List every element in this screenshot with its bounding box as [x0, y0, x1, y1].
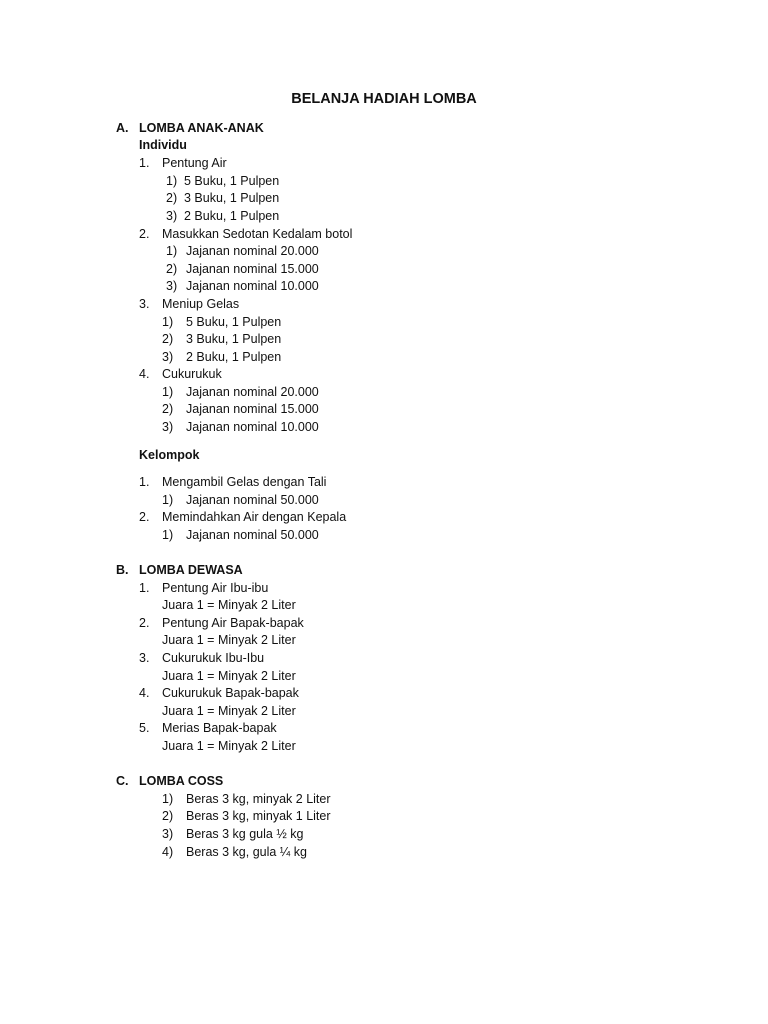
sub-item: Jajanan nominal 50.000 [186, 493, 319, 507]
sub-item: Beras 3 kg, minyak 2 Liter [186, 792, 331, 806]
list-item-marker: 4. [139, 367, 150, 381]
prize-text: Juara 1 = Minyak 2 Liter [162, 704, 296, 718]
sub-item: Jajanan nominal 15.000 [186, 262, 319, 276]
list-item-marker: 4. [139, 686, 150, 700]
list-item: Cukurukuk Bapak-bapak [162, 686, 299, 700]
section-b-marker: B. [116, 563, 129, 577]
sub-item: Beras 3 kg, minyak 1 Liter [186, 809, 331, 823]
list-item: Pentung Air [162, 156, 227, 170]
sub-item-marker: 1) [162, 385, 174, 399]
sub-item: 3 Buku, 1 Pulpen [186, 332, 282, 346]
sub-item-marker: 2) [166, 191, 178, 205]
sub-item-marker: 1) [162, 493, 174, 507]
sub-item-marker: 1) [166, 244, 178, 258]
list-item-marker: 3. [139, 297, 150, 311]
sub-item-marker: 2) [166, 262, 178, 276]
list-item-marker: 1. [139, 156, 150, 170]
sub-item-marker: 3) [162, 420, 174, 434]
list-item: Cukurukuk [162, 367, 222, 381]
section-a-marker: A. [116, 121, 129, 135]
sub-item: 5 Buku, 1 Pulpen [186, 315, 282, 329]
sub-item: 2 Buku, 1 Pulpen [184, 209, 280, 223]
list-item-marker: 1. [139, 581, 150, 595]
section-a-heading: LOMBA ANAK-ANAK [139, 121, 264, 135]
sub-item: Beras 3 kg, gula ¼ kg [186, 845, 307, 859]
sub-item: 5 Buku, 1 Pulpen [184, 174, 280, 188]
list-item: Pentung Air Ibu-ibu [162, 581, 269, 595]
sub-item: Beras 3 kg gula ½ kg [186, 827, 304, 841]
prize-text: Juara 1 = Minyak 2 Liter [162, 598, 296, 612]
list-item-marker: 2. [139, 510, 150, 524]
kelompok-label: Kelompok [139, 448, 200, 462]
sub-item: Jajanan nominal 20.000 [186, 385, 319, 399]
sub-item: Jajanan nominal 50.000 [186, 528, 319, 542]
sub-item-marker: 2) [162, 332, 174, 346]
document-title: BELANJA HADIAH LOMBA [291, 91, 477, 107]
sub-item: 2 Buku, 1 Pulpen [186, 350, 282, 364]
section-c-marker: C. [116, 774, 129, 788]
list-item-marker: 1. [139, 475, 150, 489]
sub-item: Jajanan nominal 10.000 [186, 420, 319, 434]
list-item-marker: 5. [139, 721, 150, 735]
section-c-heading: LOMBA COSS [139, 774, 224, 788]
list-item: Memindahkan Air dengan Kepala [162, 510, 347, 524]
prize-text: Juara 1 = Minyak 2 Liter [162, 739, 296, 753]
sub-item-marker: 3) [166, 279, 178, 293]
list-item-marker: 2. [139, 227, 150, 241]
sub-item-marker: 1) [162, 792, 174, 806]
sub-item: Jajanan nominal 15.000 [186, 402, 319, 416]
list-item: Cukurukuk Ibu-Ibu [162, 651, 265, 665]
sub-item: 3 Buku, 1 Pulpen [184, 191, 280, 205]
sub-item: Jajanan nominal 20.000 [186, 244, 319, 258]
list-item: Merias Bapak-bapak [162, 721, 277, 735]
sub-item-marker: 2) [162, 809, 174, 823]
sub-item-marker: 1) [162, 528, 174, 542]
prize-text: Juara 1 = Minyak 2 Liter [162, 633, 296, 647]
list-item: Pentung Air Bapak-bapak [162, 616, 304, 630]
prize-text: Juara 1 = Minyak 2 Liter [162, 669, 296, 683]
individu-label: Individu [139, 138, 187, 152]
section-b-heading: LOMBA DEWASA [139, 563, 243, 577]
sub-item-marker: 3) [166, 209, 178, 223]
list-item-marker: 3. [139, 651, 150, 665]
sub-item-marker: 1) [162, 315, 174, 329]
list-item: Mengambil Gelas dengan Tali [162, 475, 327, 489]
list-item-marker: 2. [139, 616, 150, 630]
list-item: Masukkan Sedotan Kedalam botol [162, 227, 353, 241]
sub-item-marker: 3) [162, 350, 174, 364]
sub-item-marker: 2) [162, 402, 174, 416]
sub-item-marker: 3) [162, 827, 174, 841]
sub-item-marker: 4) [162, 845, 174, 859]
sub-item: Jajanan nominal 10.000 [186, 279, 319, 293]
sub-item-marker: 1) [166, 174, 178, 188]
list-item: Meniup Gelas [162, 297, 240, 311]
